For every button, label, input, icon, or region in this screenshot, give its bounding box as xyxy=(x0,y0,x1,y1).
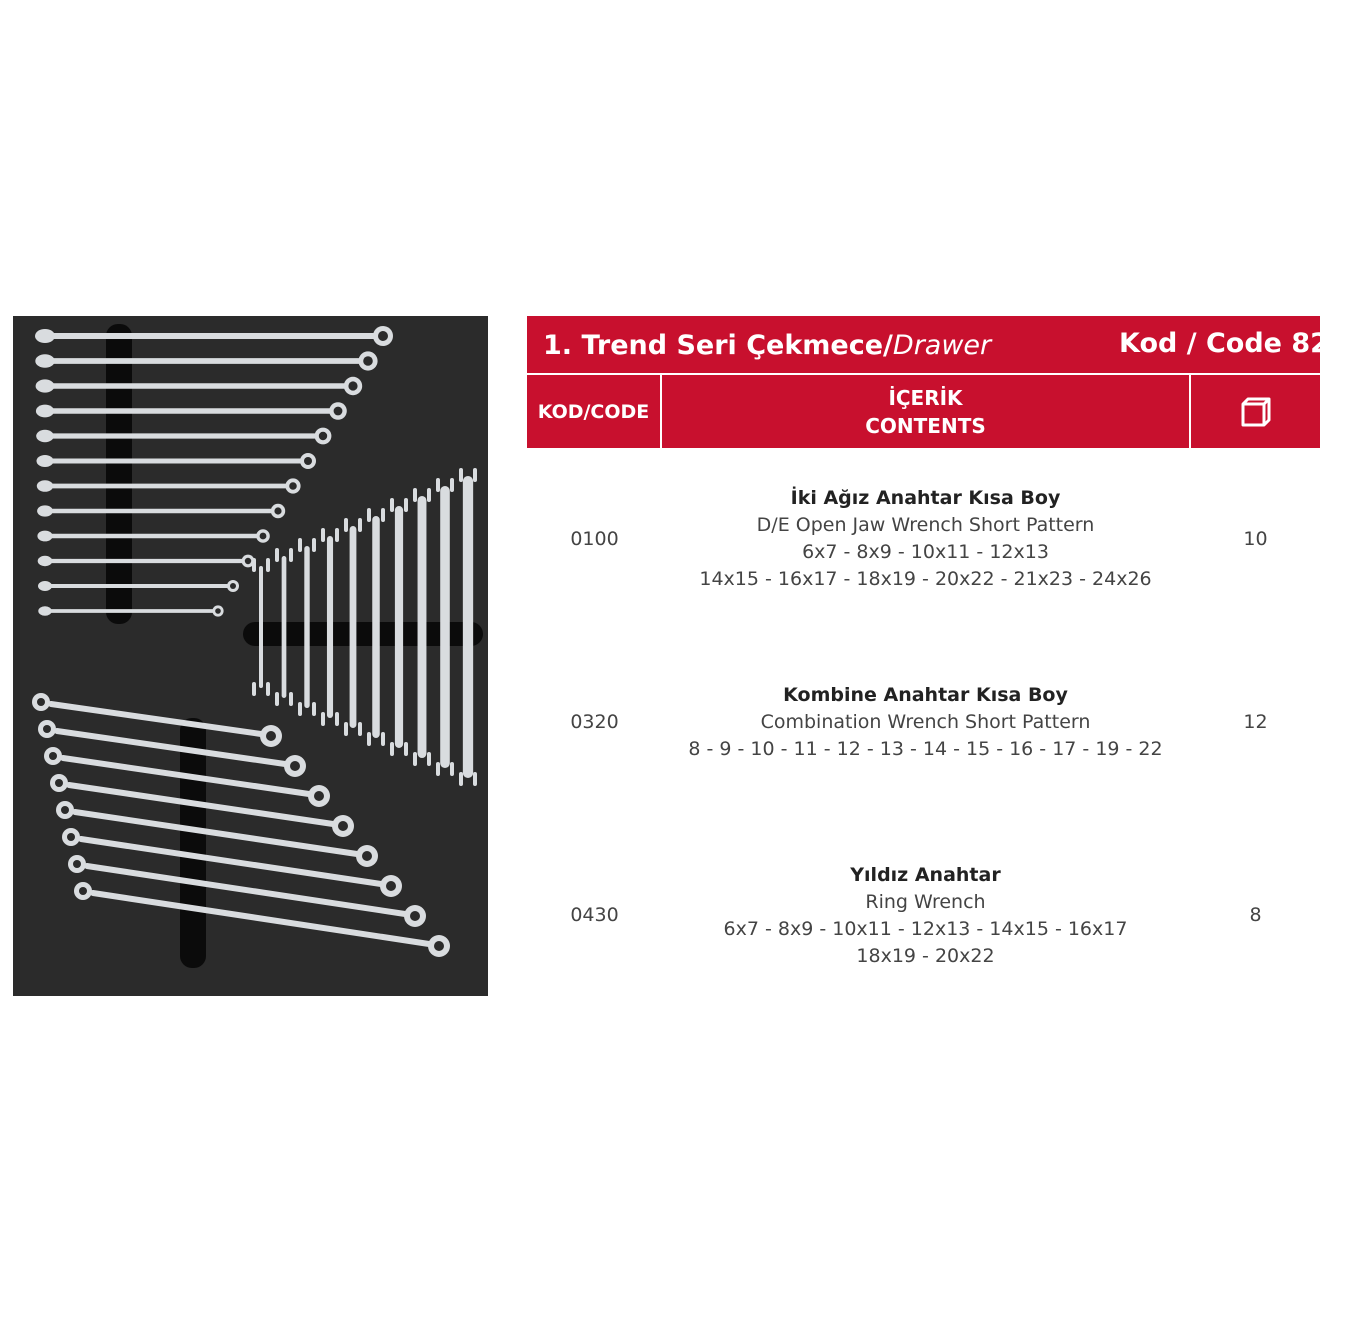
wrench-ring-hole xyxy=(61,806,69,814)
open-jaw-wrench xyxy=(418,496,427,758)
column-header-contents-tr: İÇERİK xyxy=(888,385,963,410)
row-quantity: 10 xyxy=(1243,528,1268,550)
row-description xyxy=(662,682,1189,763)
product-photo-tool-tray xyxy=(13,316,488,996)
drawer-title xyxy=(543,330,991,361)
open-jaw-wrench xyxy=(327,536,333,718)
combination-wrench xyxy=(41,584,233,588)
row-subtitle: Ring Wrench xyxy=(865,891,986,913)
combination-wrench xyxy=(41,509,278,514)
row-subtitle: Combination Wrench Short Pattern xyxy=(760,711,1091,733)
wrench-ring-hole xyxy=(363,356,373,366)
row-subtitle: D/E Open Jaw Wrench Short Pattern xyxy=(756,514,1095,536)
row-sizes: 6x7 - 8x9 - 10x11 - 12x13 - 14x15 - 16x17 xyxy=(723,918,1128,940)
row-title: Yıldız Anahtar xyxy=(850,864,1001,886)
wrench-ring-hole xyxy=(215,608,221,614)
row-sizes: 14x15 - 16x17 - 18x19 - 20x22 - 21x23 - 24x26 xyxy=(699,568,1152,590)
tool-tray-illustration xyxy=(13,316,488,996)
open-jaw-wrench xyxy=(372,516,380,738)
wrench-open-end xyxy=(37,480,53,492)
table-header-row xyxy=(527,375,1320,448)
row-title: İki Ağız Anahtar Kısa Boy xyxy=(790,487,1061,509)
wrench-open-end xyxy=(36,379,55,392)
row-title: Kombine Anahtar Kısa Boy xyxy=(783,684,1068,706)
column-header-contents xyxy=(662,375,1189,448)
row-sizes: 18x19 - 20x22 xyxy=(856,945,995,967)
drawer-title-bar xyxy=(527,316,1348,373)
wrench-ring-hole xyxy=(334,407,343,416)
wrench-ring-hole xyxy=(362,851,372,861)
wrench-ring-hole xyxy=(290,761,300,771)
table-row xyxy=(527,484,1320,594)
combination-wrench xyxy=(41,609,218,613)
box-icon xyxy=(1239,395,1273,429)
wrench-ring-hole xyxy=(289,482,297,490)
combination-wrench xyxy=(41,559,248,563)
wrench-ring-hole xyxy=(304,457,312,465)
wrench-open-end xyxy=(36,405,54,418)
row-description xyxy=(662,485,1189,593)
combination-wrench xyxy=(41,383,353,389)
row-quantity: 12 xyxy=(1243,711,1268,733)
wrench-ring-hole xyxy=(49,752,57,760)
wrench-ring-hole xyxy=(319,432,327,440)
open-jaw-wrench xyxy=(259,566,263,688)
wrench-ring-hole xyxy=(79,887,87,895)
wrench-open-end xyxy=(37,455,54,467)
drawer-title-text: 1. Trend Seri Çekmece/ xyxy=(543,330,893,361)
column-header-quantity xyxy=(1191,375,1320,448)
wrench-ring-hole xyxy=(386,881,396,891)
row-description xyxy=(662,862,1189,970)
combination-wrench xyxy=(41,534,263,538)
wrench-open-end xyxy=(38,606,51,616)
wrench-ring-hole xyxy=(230,583,236,589)
open-jaw-wrench xyxy=(395,506,403,748)
column-header-contents-en: CONTENTS xyxy=(865,413,986,438)
wrench-open-end xyxy=(35,329,55,343)
open-jaw-wrench xyxy=(463,476,473,778)
product-code-label: Kod / Code 824 xyxy=(1119,328,1348,359)
drawer-title-italic: Drawer xyxy=(892,330,992,361)
combination-wrench xyxy=(41,433,323,438)
open-jaw-wrench xyxy=(304,546,309,708)
wrench-ring-hole xyxy=(348,381,357,390)
combination-wrench xyxy=(41,459,308,464)
combination-wrench xyxy=(41,408,338,413)
wrench-open-end xyxy=(38,556,53,566)
row-quantity: 8 xyxy=(1249,904,1262,926)
row-sizes: 8 - 9 - 10 - 11 - 12 - 13 - 14 - 15 - 16 - 17 - 19 - 22 xyxy=(688,738,1163,760)
open-jaw-wrench xyxy=(350,526,357,728)
row-code: 0100 xyxy=(570,528,619,550)
wrench-ring-hole xyxy=(73,860,81,868)
combination-wrench xyxy=(41,333,383,339)
wrench-ring-hole xyxy=(338,821,348,831)
combination-wrench xyxy=(41,484,293,489)
wrench-ring-hole xyxy=(266,731,276,741)
wrench-ring-hole xyxy=(378,331,388,341)
wrench-ring-hole xyxy=(67,833,75,841)
wrench-open-end xyxy=(38,581,52,591)
wrench-ring-hole xyxy=(274,507,281,514)
wrench-ring-hole xyxy=(434,941,444,951)
table-row xyxy=(527,862,1320,972)
wrench-ring-hole xyxy=(43,725,51,733)
wrench-open-end xyxy=(37,531,52,542)
open-jaw-wrench xyxy=(440,486,450,768)
column-header-code: KOD/CODE xyxy=(537,400,650,423)
wrench-open-end xyxy=(35,354,54,368)
open-jaw-wrench xyxy=(282,556,287,698)
wrench-ring-hole xyxy=(55,779,63,787)
wrench-ring-hole xyxy=(37,698,45,706)
wrench-ring-hole xyxy=(314,791,324,801)
row-code: 0430 xyxy=(570,904,619,926)
wrench-open-end xyxy=(37,505,53,516)
row-code: 0320 xyxy=(570,711,619,733)
wrench-ring-hole xyxy=(260,533,267,540)
wrench-open-end xyxy=(36,430,54,442)
table-row xyxy=(527,682,1320,772)
row-sizes: 6x7 - 8x9 - 10x11 - 12x13 xyxy=(802,541,1049,563)
contents-table xyxy=(527,316,1348,996)
combination-wrench xyxy=(41,358,368,364)
wrench-ring-hole xyxy=(245,558,251,564)
wrench-ring-hole xyxy=(410,911,420,921)
